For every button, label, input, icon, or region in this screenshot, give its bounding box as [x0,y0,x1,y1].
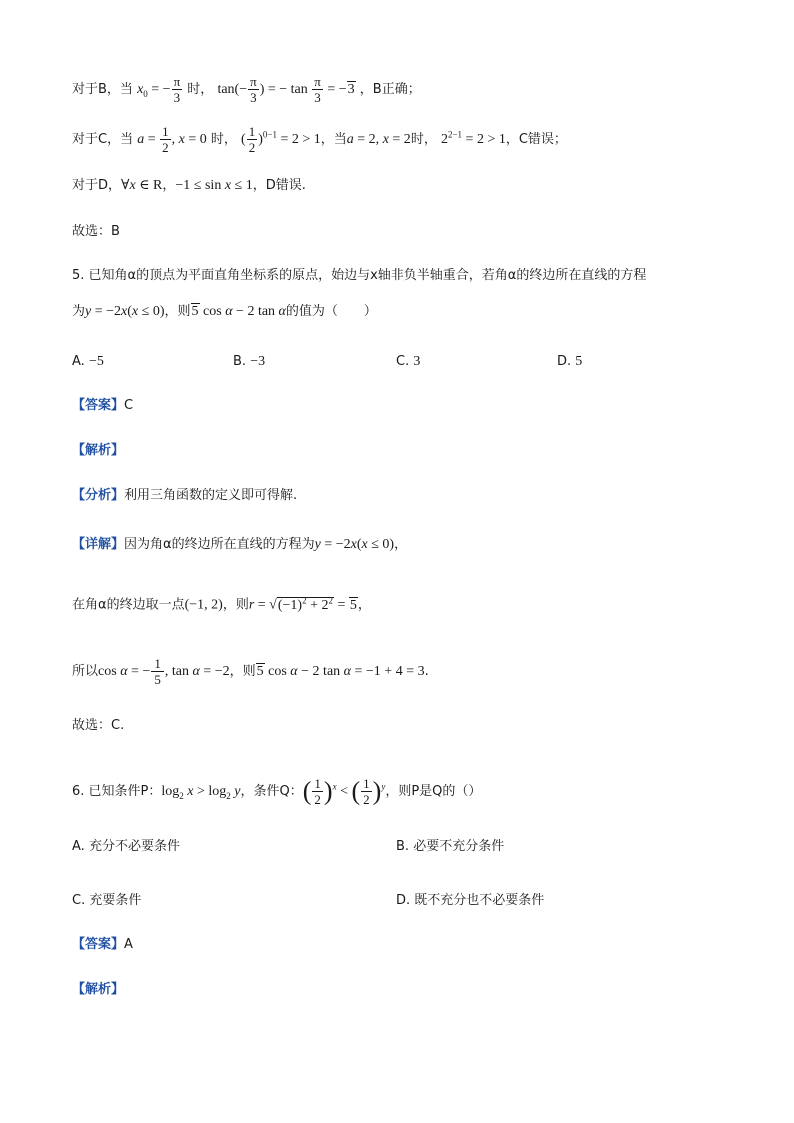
q5-option-b: B. −3 [233,354,266,369]
q6-analysis-tag: 【解析】 [72,982,125,997]
q5-result: 所以cos α = − $\frac{1}{5}$ , tan α = −2，则5 cos α − 2 tan α = −1 + 4 = 3. [72,656,429,687]
formula-x0: $x_0$ = − [137,82,171,99]
q4-line-d: 对于D，∀x ∈ R，−1 ≤ sin x ≤ 1，D错误. [72,178,306,193]
q5-option-d: D. 5 [557,354,583,369]
q6-option-a: A. 充分不必要条件 [72,839,180,854]
q5-choice: 故选：C. [72,718,125,733]
q5-point: 在角α的终边取一点(−1, 2)，则$r = √(-1)^2 + 2^2 = 5$， [72,595,371,613]
q4-line-b: 对于B，当 $x_0$ = − $\frac{\pi}{3}$ 时， tan(− $\frac{\pi}{3}$ ) = − tan $\frac{\pi}{3}$ = −3 ，B正确； [72,74,421,105]
q6-stem: 6. 已知条件P：$\log_2 x > \log_2 y$，条件Q：( $\frac{1}{2}$ )$^x$ < ( $\frac{1}{2}$ )$^y$，则P是Q的（） [72,776,482,807]
q5-stem-2: 为y = −2x(x ≤ 0)，则5 cos α − 2 tan α的值为（ ） [72,304,377,319]
q5-option-c: C. 3 [396,354,421,369]
q4-choice: 故选：B [72,224,120,239]
q5-answer: 【答案】C [72,398,134,413]
q6-option-b: B. 必要不充分条件 [396,839,505,854]
formula-tan: tan(− [217,82,248,97]
q6-option-d: D. 既不充分也不必要条件 [396,893,545,908]
q5-analysis-tag: 【解析】 [72,443,125,458]
frac-pi-3: $\frac{\pi}{3}$ [173,74,181,105]
q5-fenxi: 【分析】利用三角函数的定义即可得解. [72,488,298,503]
q5-xiangjie: 【详解】因为角α的终边所在直线的方程为y = −2x(x ≤ 0)， [72,537,408,552]
q6-answer: 【答案】A [72,937,133,952]
q5-option-a: A. −5 [72,354,104,369]
q4-line-c: 对于C，当 a = $\frac{1}{2}$ , x = 0 时， ( $\frac{1}{2}$ )$^{0-1}$ = 2 > 1，当a = 2, x = 2时， $2^{2-1} = 2 > 1$，C错误； [72,124,567,155]
q6-option-c: C. 充要条件 [72,893,142,908]
q5-stem-1: 5. 已知角α的顶点为平面直角坐标系的原点，始边与x轴非负半轴重合，若角α的终边所在直线的方程 [72,268,647,283]
